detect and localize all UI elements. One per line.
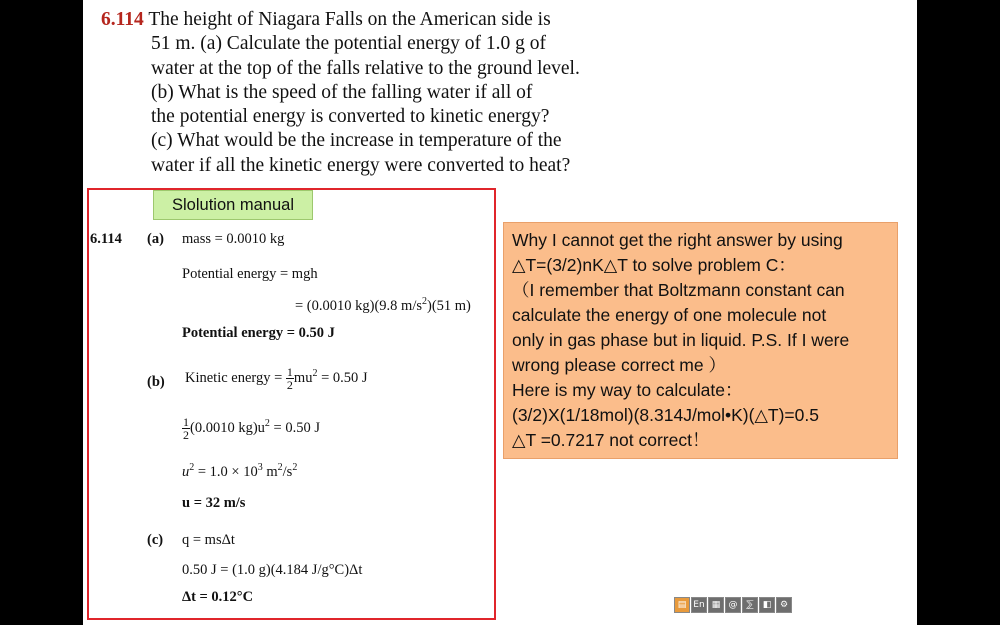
part-a-pe-substitution: = (0.0010 kg)(9.8 $m/s^2)(51$ m) (295, 296, 471, 314)
solution-manual-tag: Slolution manual (153, 190, 313, 220)
fraction-half: $\frac{1}{2}$ (286, 365, 293, 392)
problem-number: 6.114 (101, 9, 144, 30)
problem-text (101, 8, 621, 178)
problem-line-5: the potential energy is converted to kinetic energy? (151, 106, 550, 128)
solution-manual-box (87, 188, 496, 620)
half-width-icon[interactable]: ◧ (759, 597, 775, 613)
part-b-line-2: $\frac{1}{2}$ (0.0010 $kg)u^2 = 0.50$ J (183, 415, 320, 442)
part-c-equation: q = msΔt (182, 532, 235, 548)
problem-line-7: water if all the kinetic energy were converted to heat? (151, 154, 571, 176)
at-symbol-icon[interactable]: @ (725, 597, 741, 613)
part-b-ke-equation: Kinetic energy = $\frac{1}{2}$ $mu^2 = 0.50$ J (185, 365, 368, 392)
part-c-line-2: 0.50 J = (1.0 g)(4.184 J/g°C)Δt (182, 562, 363, 578)
fraction-half-2: $\frac{1}{2}$ (183, 415, 189, 442)
input-toolbar (674, 597, 792, 613)
note-line: （I remember that Boltzmann constant can (512, 280, 845, 300)
slide (83, 0, 917, 625)
note-line: △T=(3/2)nK△T to solve problem C： (512, 255, 796, 275)
note-line: calculate the energy of one molecule not (512, 305, 827, 325)
symbol-icon[interactable]: ⅀ (742, 597, 758, 613)
keyboard-icon[interactable]: ▦ (708, 597, 724, 613)
problem-line-6: (c) What would be the increase in temperature of the (151, 130, 562, 152)
problem-line-2: 51 m. (a) Calculate the potential energy of 1.0 g of (151, 33, 546, 55)
question-note (503, 222, 898, 459)
note-line: wrong please correct me ） (512, 355, 726, 375)
problem-line-1: 6.114 The height of Niagara Falls on the American side is (101, 9, 551, 30)
part-a-pe-equation: Potential energy = mgh (182, 266, 318, 282)
part-a-result: Potential energy = 0.50 J (182, 325, 335, 341)
note-line: Here is my way to calculate： (512, 380, 743, 400)
problem-line-4: (b) What is the speed of the falling water if all of (151, 81, 533, 103)
part-b-label: (b) (147, 374, 165, 390)
menu-icon[interactable]: ▤ (674, 597, 690, 613)
note-line: (3/2)X(1/18mol)(8.314J/mol•K)(△T)=0.5 (512, 405, 819, 425)
note-line: only in gas phase but in liquid. P.S. If I were (512, 330, 850, 350)
part-a-label: (a) (147, 231, 164, 247)
part-a-mass: mass = 0.0010 kg (182, 231, 285, 247)
part-b-line-3: $u^2 = 1.0 \times 10^3$ $m^2/s^2$ (182, 462, 298, 480)
language-en-button[interactable]: En (691, 597, 707, 613)
note-line: Why I cannot get the right answer by using (512, 230, 843, 250)
note-line: △T =0.7217 not correct！ (512, 430, 710, 450)
part-c-result: Δt = 0.12°C (182, 589, 254, 605)
solution-number: 6.114 (90, 231, 122, 247)
part-b-result: u = 32 m/s (182, 495, 246, 511)
settings-gear-icon[interactable]: ⚙ (776, 597, 792, 613)
problem-line-3: water at the top of the falls relative to the ground level. (151, 57, 580, 79)
part-c-label: (c) (147, 532, 164, 548)
